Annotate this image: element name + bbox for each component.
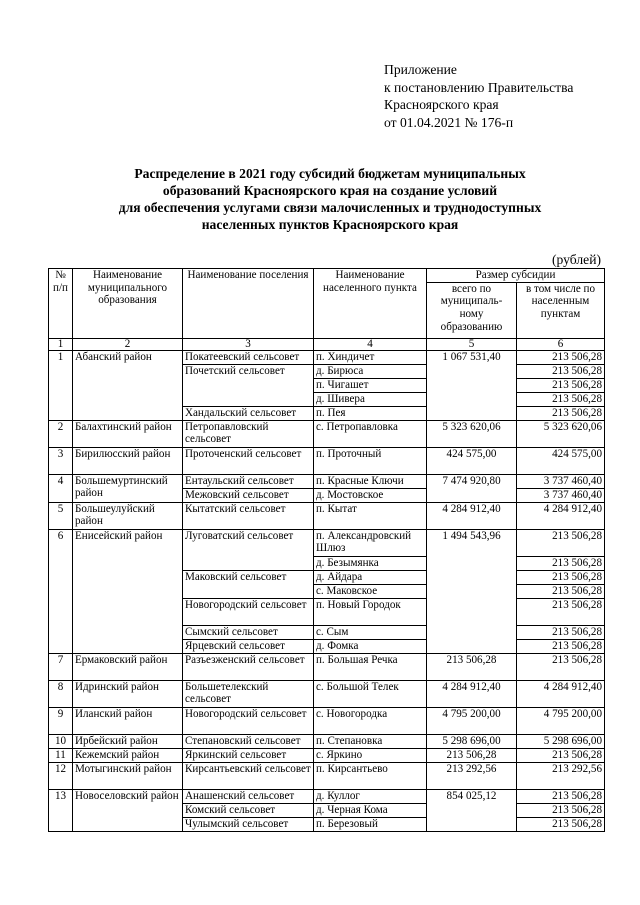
total-amount: 213 506,28 (427, 653, 517, 680)
locality-amount: 213 506,28 (517, 529, 605, 556)
locality-amount: 213 506,28 (517, 406, 605, 420)
locality-amount: 213 506,28 (517, 364, 605, 378)
total-amount: 7 474 920,80 (427, 474, 517, 502)
header-locality: Наименование населенного пункта (314, 269, 427, 339)
locality-amount: 213 506,28 (517, 803, 605, 817)
settlement-name: Луговатский сельсовет (183, 529, 314, 570)
row-number: 5 (49, 502, 73, 529)
table-row (49, 474, 605, 488)
locality-name: с. Маковское (314, 584, 427, 598)
row-number: 11 (49, 748, 73, 762)
table-row (49, 680, 605, 707)
locality-name: д. Шивера (314, 392, 427, 406)
row-number: 2 (49, 420, 73, 447)
locality-name: п. Кытат (314, 502, 427, 529)
table-row (49, 502, 605, 529)
settlement-name: Новогородский сельсовет (183, 707, 314, 734)
locality-name: с. Новогородка (314, 707, 427, 734)
locality-name: п. Проточный (314, 447, 427, 474)
row-number: 12 (49, 762, 73, 789)
municipality-name: Абанский район (73, 350, 183, 420)
locality-amount: 3 737 460,40 (517, 474, 605, 488)
total-amount: 1 067 531,40 (427, 350, 517, 420)
locality-name: п. Степановка (314, 734, 427, 748)
appendix-line: от 01.04.2021 № 176-п (384, 114, 514, 130)
locality-name: п. Александровский Шлюз (314, 529, 427, 556)
settlement-name: Яркинский сельсовет (183, 748, 314, 762)
total-amount: 213 292,56 (427, 762, 517, 789)
locality-amount: 213 506,28 (517, 598, 605, 625)
locality-name: д. Бирюса (314, 364, 427, 378)
locality-amount: 213 506,28 (517, 584, 605, 598)
appendix-block (384, 61, 634, 131)
column-number: 2 (73, 338, 183, 350)
locality-name: с. Петропавловка (314, 420, 427, 447)
locality-amount: 5 298 696,00 (517, 734, 605, 748)
locality-name: д. Куллог (314, 789, 427, 803)
settlement-name: Кирсантьевский сельсовет (183, 762, 314, 789)
municipality-name: Большемуртинский район (73, 474, 183, 502)
row-number: 6 (49, 529, 73, 653)
appendix-line: Приложение (384, 62, 457, 77)
unit-label: (рублей) (552, 252, 601, 267)
settlement-name: Петропавловский сельсовет (183, 420, 314, 447)
locality-name: д. Мостовское (314, 488, 427, 502)
table-row (49, 420, 605, 447)
row-number: 8 (49, 680, 73, 707)
municipality-name: Идринский район (73, 680, 183, 707)
settlement-name: Покатеевский сельсовет (183, 350, 314, 364)
locality-name: д. Айдара (314, 570, 427, 584)
row-number: 1 (49, 350, 73, 420)
total-amount: 5 323 620,06 (427, 420, 517, 447)
document-title (60, 165, 600, 233)
header-row (49, 269, 605, 283)
locality-name: п. Кирсантьево (314, 762, 427, 789)
column-number: 1 (49, 338, 73, 350)
title-line: Распределение в 2021 году субсидий бюджетам муниципальных (134, 166, 526, 181)
header-mo: Наименование муниципального образования (73, 269, 183, 339)
locality-amount: 4 795 200,00 (517, 707, 605, 734)
row-number: 7 (49, 653, 73, 680)
locality-amount: 213 506,28 (517, 639, 605, 653)
title-line: для обеспечения услугами связи малочисленных и труднодоступных (118, 200, 542, 215)
locality-name: п. Чигашет (314, 378, 427, 392)
locality-amount: 213 506,28 (517, 378, 605, 392)
settlement-name: Разъезженский сельсовет (183, 653, 314, 680)
settlement-name: Проточенский сельсовет (183, 447, 314, 474)
header-total: всего по муниципаль-ному образованию (427, 282, 517, 338)
locality-amount: 213 506,28 (517, 570, 605, 584)
settlement-name: Анашенский сельсовет (183, 789, 314, 803)
settlement-name: Межовский сельсовет (183, 488, 314, 502)
table-row (49, 350, 605, 364)
header-per-locality: в том числе по населенным пунктам (517, 282, 605, 338)
header-settlement: Наименование поселения (183, 269, 314, 339)
column-number: 5 (427, 338, 517, 350)
row-number: 9 (49, 707, 73, 734)
locality-name: п. Большая Речка (314, 653, 427, 680)
locality-amount: 213 506,28 (517, 350, 605, 364)
locality-name: п. Новый Городок (314, 598, 427, 625)
locality-name: с. Большой Телек (314, 680, 427, 707)
municipality-name: Иланский район (73, 707, 183, 734)
subsidy-table (48, 268, 605, 832)
total-amount: 1 494 543,96 (427, 529, 517, 653)
locality-name: п. Березовый (314, 817, 427, 831)
locality-amount: 213 506,28 (517, 625, 605, 639)
column-number-row (49, 338, 605, 350)
row-number: 10 (49, 734, 73, 748)
total-amount: 4 795 200,00 (427, 707, 517, 734)
locality-amount: 213 506,28 (517, 817, 605, 831)
total-amount: 4 284 912,40 (427, 502, 517, 529)
settlement-name: Степановский сельсовет (183, 734, 314, 748)
title-line: образований Красноярского края на создание условий (162, 183, 498, 198)
locality-amount: 213 506,28 (517, 748, 605, 762)
municipality-name: Большеулуйский район (73, 502, 183, 529)
total-amount: 213 506,28 (427, 748, 517, 762)
settlement-name: Чулымский сельсовет (183, 817, 314, 831)
settlement-name: Маковский сельсовет (183, 570, 314, 598)
settlement-name: Ярцевский сельсовет (183, 639, 314, 653)
table-row (49, 789, 605, 803)
column-number: 4 (314, 338, 427, 350)
locality-name: д. Безымянка (314, 556, 427, 570)
table-row (49, 762, 605, 789)
table-row (49, 734, 605, 748)
locality-name: с. Сым (314, 625, 427, 639)
total-amount: 854 025,12 (427, 789, 517, 831)
table-row (49, 447, 605, 474)
locality-amount: 213 292,56 (517, 762, 605, 789)
locality-amount: 4 284 912,40 (517, 680, 605, 707)
table-row (49, 748, 605, 762)
row-number: 13 (49, 789, 73, 831)
locality-name: п. Пея (314, 406, 427, 420)
title-line: населенных пунктов Красноярского края (201, 217, 459, 232)
settlement-name: Кытатский сельсовет (183, 502, 314, 529)
municipality-name: Кежемский район (73, 748, 183, 762)
municipality-name: Ермаковский район (73, 653, 183, 680)
locality-name: д. Черная Кома (314, 803, 427, 817)
row-number: 3 (49, 447, 73, 474)
total-amount: 5 298 696,00 (427, 734, 517, 748)
municipality-name: Новоселовский район (73, 789, 183, 831)
settlement-name: Комский сельсовет (183, 803, 314, 817)
settlement-name: Новогородский сельсовет (183, 598, 314, 625)
column-number: 6 (517, 338, 605, 350)
header-num: № п/п (49, 269, 73, 339)
locality-amount: 4 284 912,40 (517, 502, 605, 529)
locality-amount: 424 575,00 (517, 447, 605, 474)
locality-amount: 213 506,28 (517, 392, 605, 406)
municipality-name: Бирилюсский район (73, 447, 183, 474)
locality-amount: 213 506,28 (517, 653, 605, 680)
municipality-name: Ирбейский район (73, 734, 183, 748)
locality-amount: 213 506,28 (517, 556, 605, 570)
locality-name: д. Фомка (314, 639, 427, 653)
locality-name: п. Красные Ключи (314, 474, 427, 488)
table-row (49, 653, 605, 680)
municipality-name: Мотыгинский район (73, 762, 183, 789)
municipality-name: Балахтинский район (73, 420, 183, 447)
settlement-name: Почетский сельсовет (183, 364, 314, 406)
table-row (49, 707, 605, 734)
settlement-name: Ентаульский сельсовет (183, 474, 314, 488)
appendix-line: к постановлению Правительства (384, 79, 574, 95)
settlement-name: Большетелекский сельсовет (183, 680, 314, 707)
locality-name: п. Хиндичет (314, 350, 427, 364)
total-amount: 424 575,00 (427, 447, 517, 474)
header-size: Размер субсидии (427, 269, 605, 283)
locality-amount: 213 506,28 (517, 789, 605, 803)
column-number: 3 (183, 338, 314, 350)
appendix-line: Красноярского края (384, 97, 499, 112)
locality-amount: 5 323 620,06 (517, 420, 605, 447)
settlement-name: Сымский сельсовет (183, 625, 314, 639)
municipality-name: Енисейский район (73, 529, 183, 653)
row-number: 4 (49, 474, 73, 502)
settlement-name: Хандальский сельсовет (183, 406, 314, 420)
total-amount: 4 284 912,40 (427, 680, 517, 707)
locality-amount: 3 737 460,40 (517, 488, 605, 502)
locality-name: с. Яркино (314, 748, 427, 762)
table-row (49, 529, 605, 556)
